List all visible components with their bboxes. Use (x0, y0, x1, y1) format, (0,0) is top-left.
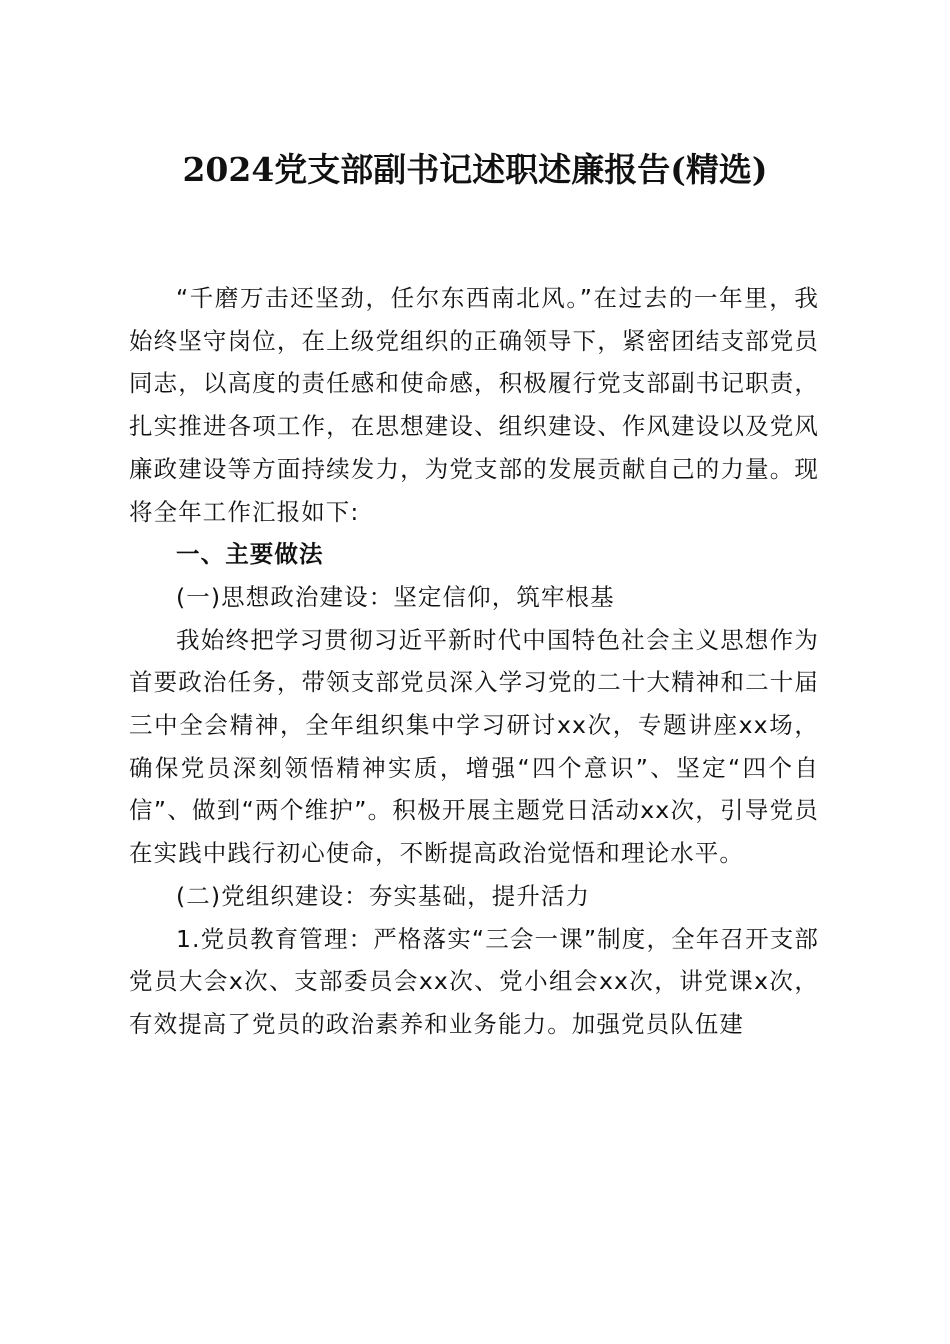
member-education-paragraph: 1.党员教育管理：严格落实“三会一课”制度，全年召开支部党员大会x次、支部委员会xx次、党小组会xx次，讲党课x次，有效提高了党员的政治素养和业务能力。加强党员队伍建 (129, 924, 819, 1038)
section-heading-main-practices: 一、主要做法 (176, 540, 324, 569)
intro-paragraph: “千磨万击还坚劲，任尔东西南北风。”在过去的一年里，我始终坚守岗位，在上级党组织的正确领导下，紧密团结支部党员同志，以高度的责任感和使命感，积极履行党支部副书记职责，扎实推进各项工作，在思想建设、组织建设、作风建设以及党风廉政建设等方面持续发力，为党支部的发展贡献自己的力量。现将全年工作汇报如下: (129, 284, 819, 526)
subsection-heading-organization: (二)党组织建设：夯实基础，提升活力 (176, 881, 591, 910)
document-title: 2024党支部副书记述职述廉报告(精选) (182, 150, 768, 189)
ideological-paragraph: 我始终把学习贯彻习近平新时代中国特色社会主义思想作为首要政治任务，带领支部党员深入学习党的二十大精神和二十届三中全会精神，全年组织集中学习研讨xx次，专题讲座xx场，确保党员深刻领悟精神实质，增强“四个意识”、坚定“四个自信”、做到“两个维护”。积极开展主题党日活动xx次，引导党员在实践中践行初心使命，不断提高政治觉悟和理论水平。 (129, 625, 819, 868)
subsection-heading-ideological: (一)思想政治建设：坚定信仰，筑牢根基 (176, 582, 615, 611)
document-body (129, 277, 819, 1046)
